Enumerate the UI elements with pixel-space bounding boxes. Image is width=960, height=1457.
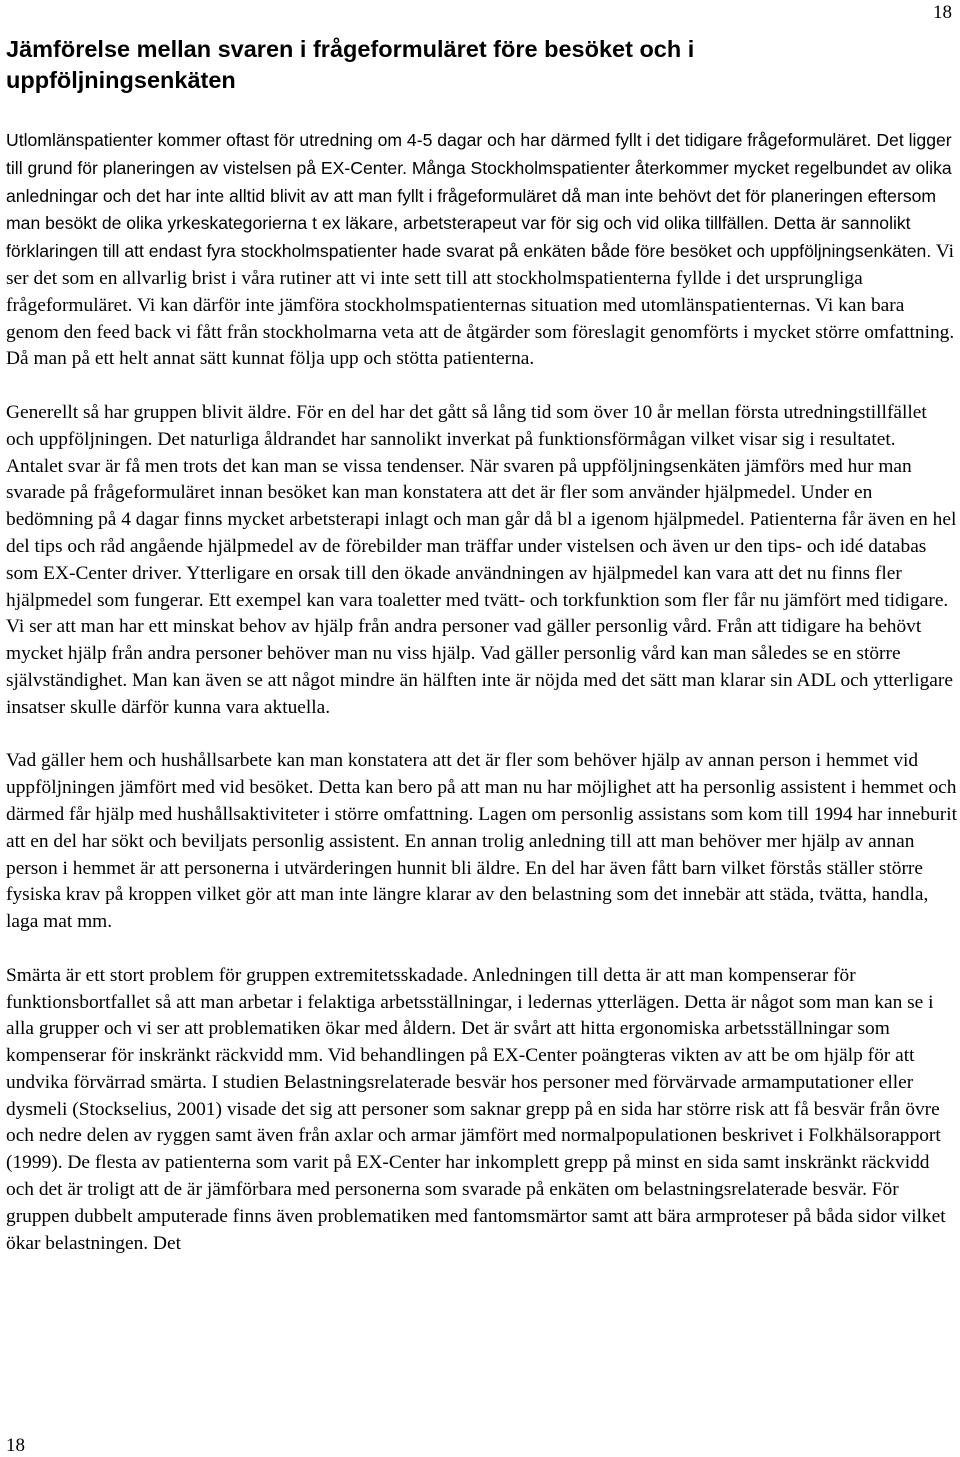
paragraph-household — [6, 748, 958, 936]
page-number-top: 18 — [933, 2, 952, 23]
paragraph-patients — [6, 127, 958, 373]
body-text — [6, 127, 958, 1257]
section-heading: Jämförelse mellan svaren i frågeformuläret före besöket och i uppföljningsenkäten — [6, 36, 695, 93]
paragraph-age — [6, 400, 958, 454]
page-number-bottom: 18 — [6, 1435, 25, 1456]
paragraph-text-sans: Utlomlänspatienter kommer oftast för utredning om 4-5 dagar och har därmed fyllt i det tidigare frågeformuläret. Det ligger till grund för planeringen av vistelsen på EX-Center. Många Stockholmspatienter återkommer mycket regelbundet av olika anledningar och det har inte alltid blivit av att man fyllt i frågeformuläret då man inte behövt det för planeringen eftersom man besökt de olika yrkeskategorierna t ex läkare, arbetsterapeut var för sig och vid olika tillfällen. Detta är sannolikt förklaringen till att endast fyra stockholmspatienter hade svarat på enkäten både före besöket och uppföljningsenkäten. — [6, 130, 952, 262]
paragraph-text: Vi ser det som en allvarlig brist i våra rutiner att vi inte sett till att stockholmspatienterna fyllde i det ursprungliga frågeformuläret. Vi kan därför inte jämföra stockholmspatienternas situation med utomlänspatienternas. Vi kan bara genom den feed back vi fått från stockholmarna veta att de åtgärder som föreslagit genomförts i mycket större omfattning. Då man på ett helt annat sätt kunnat följa upp och stötta patienterna. — [6, 241, 955, 370]
paragraph-aids — [6, 454, 958, 722]
paragraph-text: Antalet svar är få men trots det kan man se vissa tendenser. När svaren på uppföljningsenkäten jämförs med hur man svarade på frågeformuläret innan besöket kan man konstatera att det är fler som använder hjälpmedel. Under en bedömning på 4 dagar finns mycket arbetsterapi inlagt och man går då bl a igenom hjälpmedel. Patienterna får även en hel del tips och råd angående hjälpmedel av de förebilder man träffar under vistelsen och även ur den tips- och idé databas som EX-Center driver. Ytterligare en orsak till den ökade användningen av hjälpmedel kan vara att det nu finns fler hjälpmedel som fungerar. Ett exempel kan vara toaletter med tvätt- och torkfunktion som fler får nu jämfört med tidigare. Vi ser att man har ett minskat behov av hjälp från andra personer vad gäller personlig vård. Från att tidigare ha behövt mycket hjälp från andra personer behöver man nu viss hjälp. Vad gäller personlig vård kan man således se en större självständighet. Man kan även se att något mindre än hälften inte är nöjda med det sätt man klarar sin ADL och ytterligare insatser skulle därför kunna vara aktuella. — [6, 455, 957, 718]
paragraph-text: Generellt så har gruppen blivit äldre. För en del har det gått så lång tid som över 10 år mellan första utredningstillfället och uppföljningen. Det naturliga åldrandet har sannolikt inverkat på funktionsförmågan vilket visar sig i resultatet. — [6, 401, 927, 450]
paragraph-pain — [6, 963, 958, 1258]
paragraph-text: Vad gäller hem och hushållsarbete kan man konstatera att det är fler som behöver hjälp av annan person i hemmet vid uppföljningen jämfört med vid besöket. Detta kan bero på att man nu har möjlighet att ha personlig assistent i hemmet och därmed får hjälp med hushållsaktiviteter i större omfattning. Lagen om personlig assistans som kom till 1994 har inneburit att en del har sökt och beviljats personlig assistent. En annan trolig anledning till att man behöver mer hjälp av annan person i hemmet är att personerna i utvärderingen hunnit bli äldre. En del har även fått barn vilket förstås ställer större fysiska krav på kroppen vilket gör att man inte längre klarar av den belastning som det innebär att städa, tvätta, handla, laga mat mm. — [6, 750, 958, 933]
paragraph-text: Smärta är ett stort problem för gruppen extremitetsskadade. Anledningen till detta är att man kompenserar för funktionsbortfallet så att man arbetar i felaktiga arbetsställningar, i ledernas ytterlägen. Detta är något som man kan se i alla grupper och vi ser att problematiken ökar med åldern. Det är svårt att hitta ergonomiska arbetsställningar som kompenserar för inskränkt räckvidd mm. Vid behandlingen på EX-Center poängteras vikten av att be om hjälp för att undvika förvärrad smärta. I studien Belastningsrelaterade besvär hos personer med förvärvade armamputationer eller dysmeli (Stockselius, 2001) visade det sig att personer som saknar grepp på en sida har större risk att få besvär från övre och nedre delen av ryggen samt även från axlar och armar jämfört med normalpopulationen beskrivet i Folkhälsorapport (1999). De flesta av patienterna som varit på EX-Center har inkomplett grepp på minst en sida samt inskränkt räckvidd och det är troligt att de är jämförbara med personerna som svarade på enkäten om belastningsrelaterade besvär. För gruppen dubbelt amputerade finns även problematiken med fantomsmärtor samt att bära armproteser på båda sidor vilket ökar belastningen. Det — [6, 964, 946, 1254]
